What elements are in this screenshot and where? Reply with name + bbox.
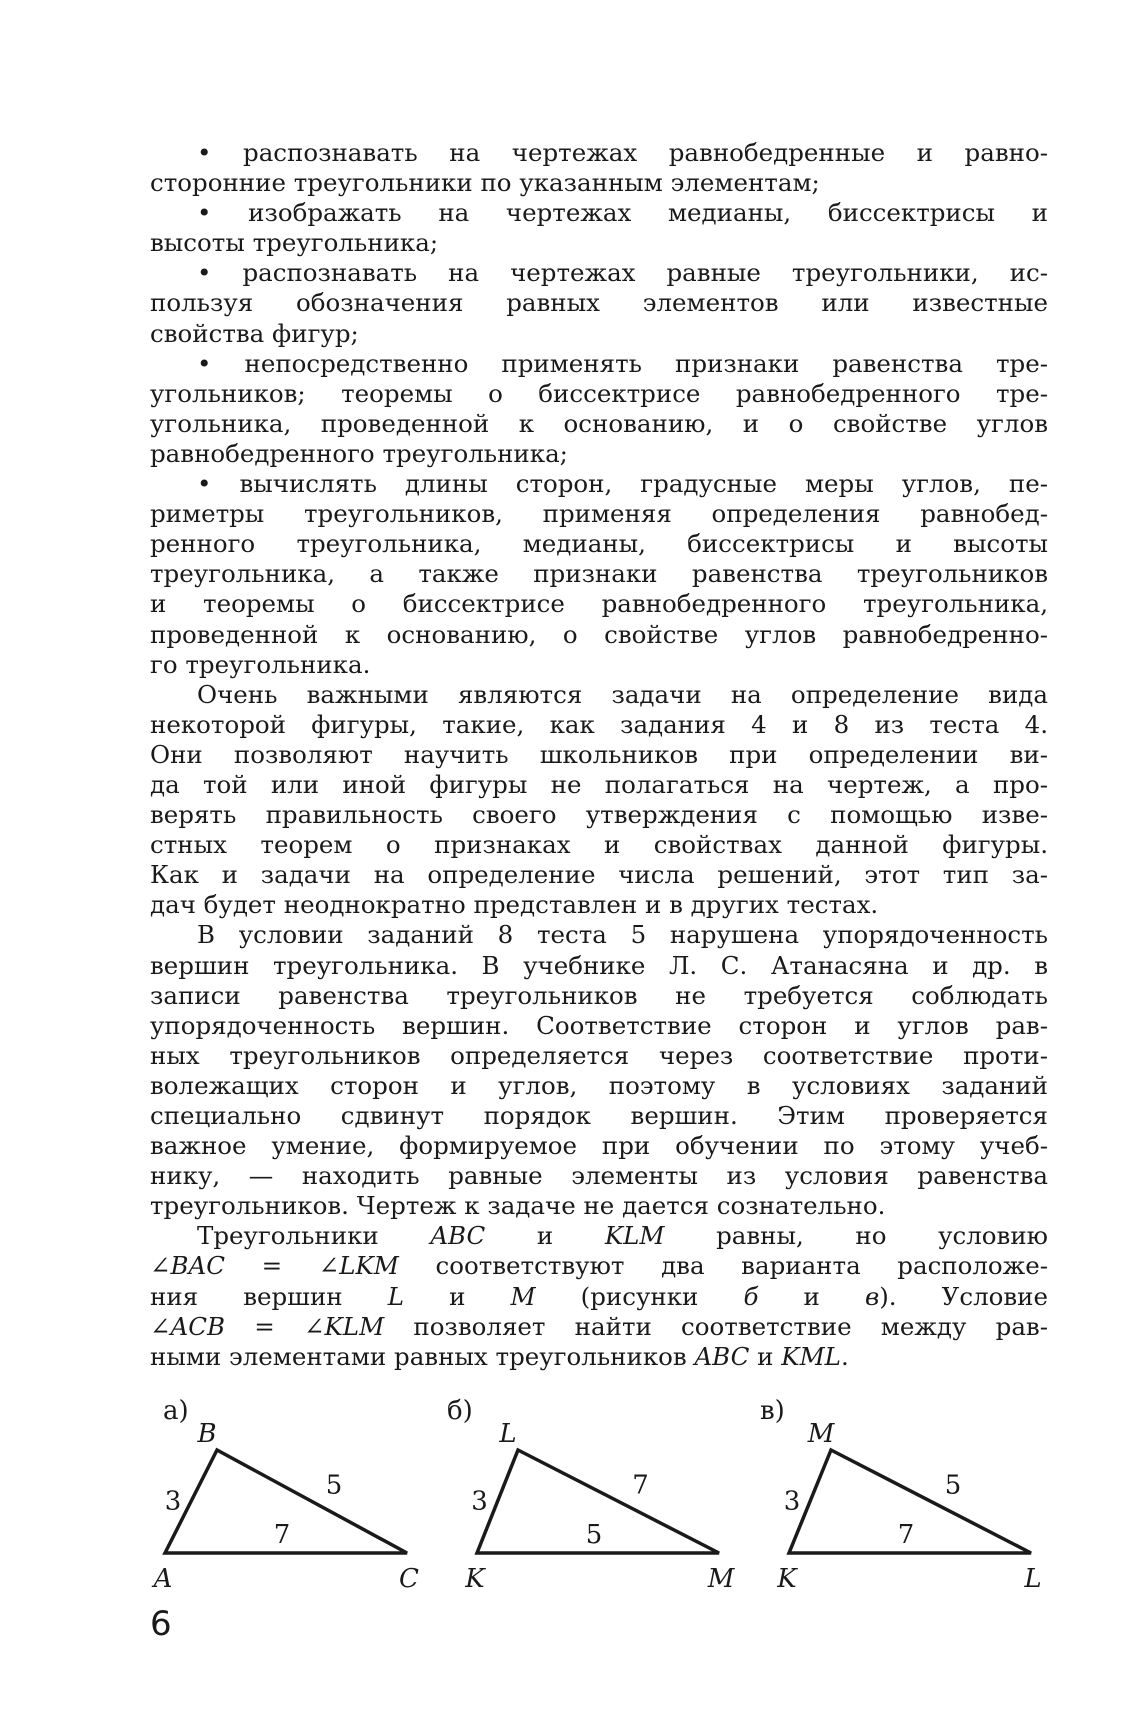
text-line: упорядоченность вершин. Соответствие сторон и углов рав- [150,1010,1048,1040]
page-number: 6 [150,1604,172,1644]
text-line: равнобедренного треугольника; [150,438,568,468]
text-line: треугольников. Чертеж к задаче не дается сознательно. [150,1191,886,1221]
text-line: • изображать на чертежах медианы, биссектрисы и [197,198,1048,228]
math-text: L [387,1281,404,1311]
text-segment: и [485,1221,605,1251]
math-text: KML [781,1341,841,1371]
text-line: да той или иной фигуры не полагаться на чертеж, а про- [150,769,1048,799]
text-line: волежащих сторон и углов, поэтому в условиях заданий [150,1070,1048,1100]
vertex-label: A [153,1564,173,1594]
figure-label: в) [760,1396,785,1426]
side-length: 3 [471,1486,488,1517]
text-line: стных теорем о признаках и свойствах данной фигуры. [150,830,1048,860]
text-segment: . [840,1341,849,1371]
side-length: 5 [585,1520,603,1550]
math-text: M [510,1281,536,1311]
text-line: угольников; теоремы о биссектрисе равнобедренного тре- [150,378,1048,408]
figure-label: б) [447,1396,473,1426]
text-segment: (рисунки [535,1281,744,1311]
side-length: 7 [273,1520,291,1550]
figure-label: а) [163,1396,189,1426]
side-length: 5 [944,1470,962,1501]
text-segment: и [403,1281,511,1311]
vertex-label: M [807,1419,835,1449]
text-line: Очень важными являются задачи на определение вида [197,679,1048,709]
text-line: Как и задачи на определение числа решений, этот тип за- [150,860,1048,890]
math-text: KLM [604,1221,665,1251]
text-segment: и [758,1281,865,1311]
math-text: в [864,1281,880,1311]
text-line: В условии заданий 8 теста 5 нарушена упорядоченность [197,920,1048,950]
text-line: риметры треугольников, применяя определения равнобед- [150,499,1048,529]
text-line: записи равенства треугольников не требуется соблюдать [150,980,1048,1010]
text-line: пользуя обозначения равных элементов или известные [150,288,1048,318]
text-segment: и [749,1341,782,1371]
text-line: нику, — находить равные элементы из условия равенства [150,1161,1048,1191]
text-line: Они позволяют научить школьников при определении ви- [150,739,1048,769]
text-line: свойства фигур; [150,318,359,348]
vertex-label: L [1024,1564,1042,1594]
side-length: 3 [164,1486,182,1517]
text-line: • вычислять длины сторон, градусные меры углов, пе- [197,469,1048,499]
vertex-label: M [707,1564,735,1594]
side-length: 5 [325,1470,343,1501]
text-segment: ными элементами равных треугольников [150,1341,695,1371]
text-line: треугольника, а также признаки равенства треугольников [150,559,1048,589]
vertex-label: K [777,1564,797,1594]
text-line: вершин треугольника. В учебнике Л. С. Атанасяна и др. в [150,950,1048,980]
text-line: угольника, проведенной к основанию, и о свойстве углов [150,408,1048,438]
text-line: • распознавать на чертежах равнобедренные и равно- [197,138,1048,167]
text-line: специально сдвинут порядок вершин. Этим проверяется [150,1101,1048,1130]
text-segment: равны, но условию [664,1221,1048,1251]
text-line: ных треугольников определяется через соответствие проти- [150,1040,1048,1070]
text-line: го треугольника. [150,649,371,679]
math-text: ∠BAC = ∠LKM [150,1251,399,1281]
math-text: ∠ACB = ∠KLM [150,1311,385,1341]
text-line: важное умение, формируемое при обучении по этому учеб- [150,1131,1048,1161]
vertex-label: L [499,1419,517,1449]
text-segment: ). Условие [879,1281,1048,1311]
text-line: ренного треугольника, медианы, биссектрисы и высоты [150,529,1048,559]
side-length: 7 [897,1520,915,1550]
math-text: б [743,1281,759,1311]
vertex-label: K [465,1564,485,1594]
text-segment: позволяет найти соответствие между рав- [384,1311,1048,1341]
vertex-label: B [197,1419,217,1449]
text-line: верять правильность своего утверждения с помощью изве- [150,800,1048,830]
vertex-label: C [399,1564,419,1594]
text-line: • непосредственно применять признаки равенства тре- [197,348,1048,378]
text-line: • распознавать на чертежах равные треугольники, ис- [197,258,1048,288]
text-line: некоторой фигуры, такие, как задания 4 и 8 из теста 4. [150,709,1048,739]
text-line: дач будет неоднократно представлен и в других тестах. [150,890,879,920]
math-text: ABC [694,1341,750,1371]
text-segment: Треугольники [197,1221,431,1251]
text-line: высоты треугольника; [150,228,439,258]
text-line: и теоремы о биссектрисе равнобедренного треугольника, [150,589,1048,619]
text-line: проведенной к основанию, о свойстве углов равнобедренно- [150,619,1048,649]
side-length: 7 [632,1470,649,1501]
text-segment: ния вершин [150,1281,388,1311]
text-line: сторонние треугольники по указанным элементам; [150,168,820,198]
math-text: ABC [430,1221,486,1251]
side-length: 3 [783,1486,801,1517]
text-segment: соответствуют два варианта расположе- [398,1251,1048,1281]
